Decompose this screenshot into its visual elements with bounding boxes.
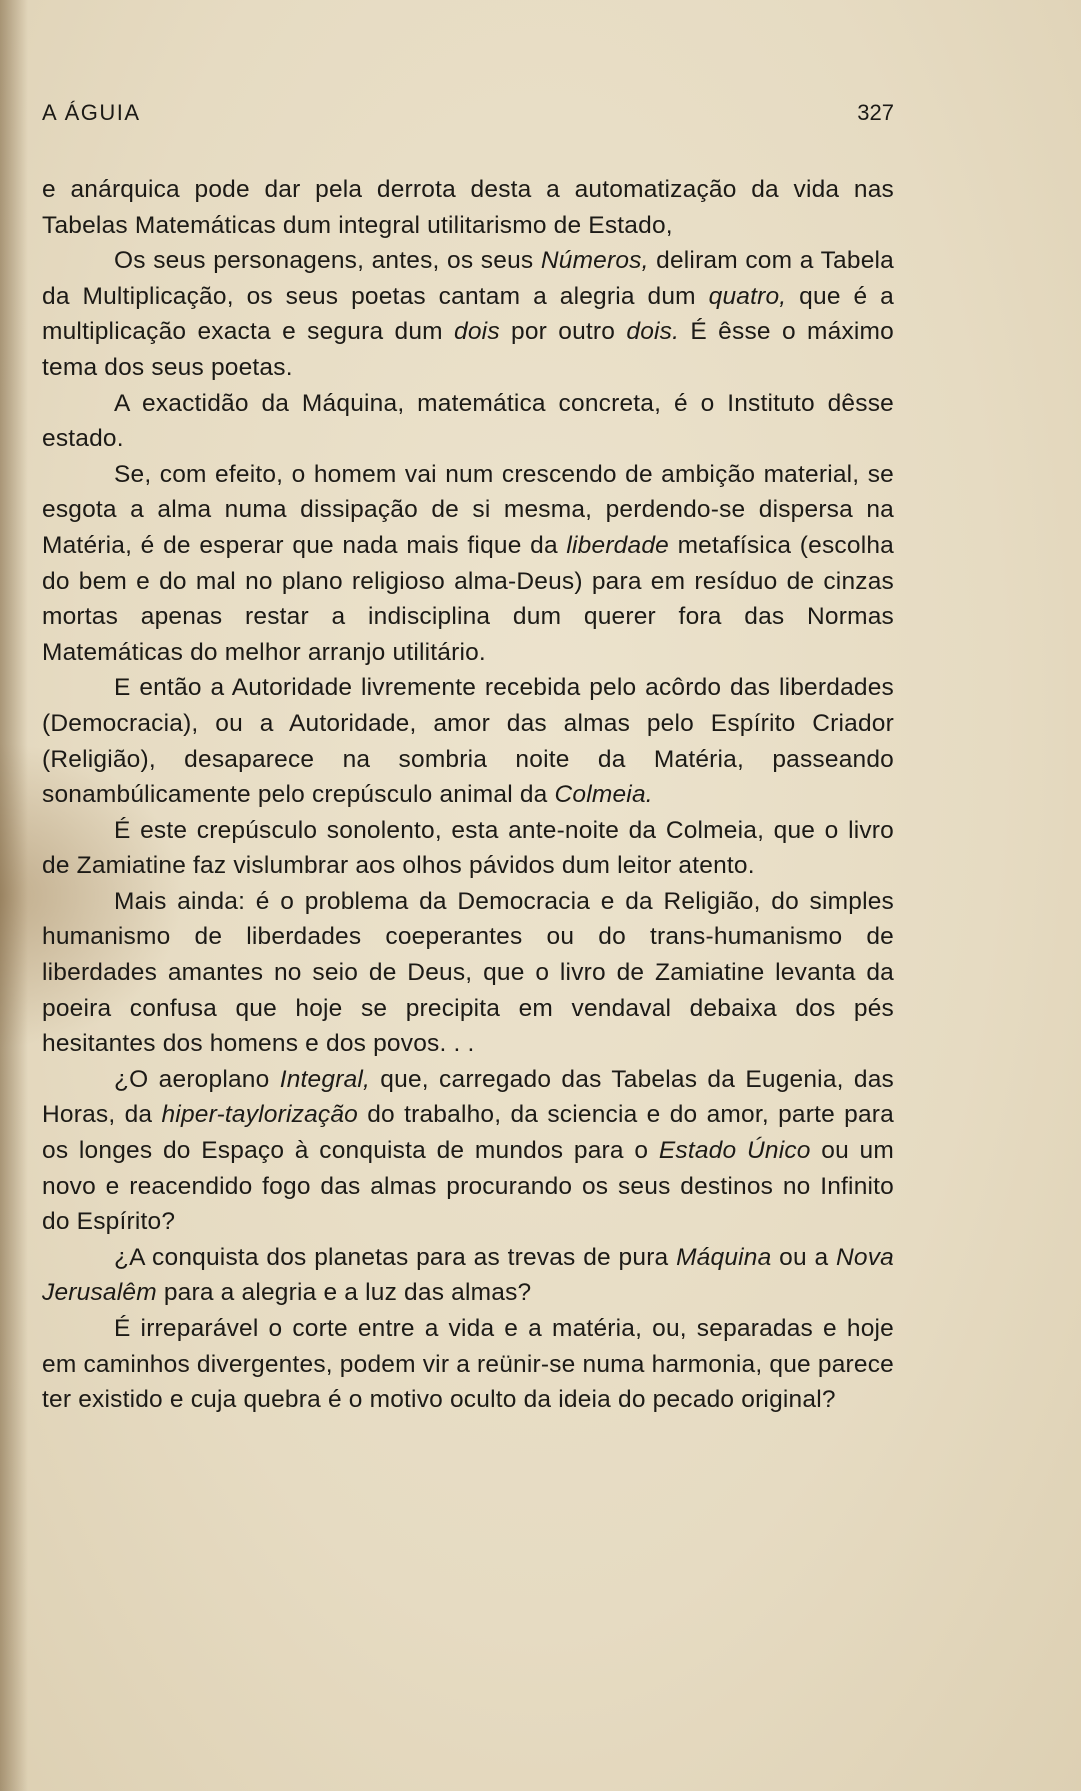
- text-run: A exactidão da Máquina, matemática concreta, é o Instituto dêsse estado.: [42, 389, 894, 453]
- text-run: ou a: [771, 1243, 836, 1271]
- paragraph-5: [42, 670, 894, 812]
- paragraph-8: [42, 1062, 894, 1240]
- text-run: Se, com efeito, o homem vai num crescendo de ambição material, se esgota a alma numa dissipação de si mesma, perdendo-se dispersa na Matéria, é de esperar que nada mais fique da: [42, 460, 894, 559]
- text-run: para a alegria e a luz das almas?: [156, 1279, 532, 1307]
- text-run: ou um novo e reacendido fogo das almas procurando os seus destinos no Infinito do Espírito?: [42, 1137, 894, 1236]
- text-run: ¿A conquista dos planetas para as trevas de pura: [114, 1243, 677, 1271]
- italic-run: Números,: [540, 247, 649, 275]
- italic-run: Colmeia.: [554, 781, 653, 809]
- italic-run: Nova Jerusalêm: [42, 1243, 894, 1307]
- italic-run: hiper-taylorização: [161, 1101, 358, 1129]
- paragraph-10: [42, 1311, 894, 1418]
- text-run: Mais ainda: é o problema da Democracia e da Religião, do simples humanismo de liberdades coeperantes ou do trans-humanismo de liberdades amantes no seio de Deus, que o livro de Zamiatine levanta da poeira confusa que hoje se precipita em vendaval debaixa dos pés hesitantes dos homens e dos povos. . .: [42, 887, 894, 1058]
- text-run: ¿O aeroplano: [114, 1065, 280, 1093]
- text-run: E então a Autoridade livremente recebida pelo acôrdo das liberdades (Democracia), ou a Autoridade, amor das almas pelo Espírito Criador (Religião), desaparece na sombria noite da Matéria, passeando sonambúlicamente pelo crepúsculo animal da: [42, 674, 894, 809]
- text-run: É este crepúsculo sonolento, esta ante-noite da Colmeia, que o livro de Zamiatine faz vislumbrar aos olhos pávidos dum leitor atento.: [42, 816, 894, 880]
- text-run: deliram com a Tabela da Multiplicação, os seus poetas cantam a alegria dum: [42, 247, 894, 310]
- running-head: [42, 100, 894, 134]
- text-run: que é a multiplicação exacta e segura dum: [42, 282, 894, 346]
- paragraph-3: [42, 386, 894, 457]
- body-text: [42, 172, 894, 1418]
- text-run: que, carregado das Tabelas da Eugenia, das Horas, da: [42, 1065, 895, 1129]
- paragraph-7: [42, 884, 894, 1062]
- paragraph-4: [42, 457, 894, 671]
- paragraph-6: [42, 813, 894, 884]
- page-number: 327: [857, 100, 894, 125]
- text-run: por outro: [499, 318, 627, 346]
- text-run: do trabalho, da sciencia e do amor, parte para os longes do Espaço à conquista de mundos para o: [42, 1101, 894, 1165]
- text-run: É irreparável o corte entre a vida e a matéria, ou, separadas e hoje em caminhos divergentes, podem vir a reünir-se numa harmonia, que parece ter existido e cuja quebra é o motivo oculto da ideia do pecado original?: [42, 1315, 894, 1414]
- italic-run: Estado Único: [658, 1137, 811, 1165]
- italic-run: Máquina: [676, 1243, 772, 1271]
- italic-run: Integral,: [279, 1065, 371, 1093]
- text-run: Os seus personagens, antes, os seus: [114, 247, 541, 275]
- text-run: É êsse o máximo tema dos seus poetas.: [42, 318, 894, 381]
- italic-run: dois: [454, 318, 500, 346]
- journal-title: A ÁGUIA: [42, 100, 141, 125]
- italic-run: quatro,: [708, 282, 787, 310]
- italic-run: liberdade: [566, 531, 669, 559]
- paragraph-9: [42, 1240, 894, 1311]
- italic-run: dois.: [626, 318, 680, 346]
- text-run: metafísica (escolha do bem e do mal no plano religioso alma-Deus) para em resíduo de cinzas mortas apenas restar a indisciplina dum querer fora das Normas Matemáticas do melhor arranjo utilitário.: [42, 531, 895, 666]
- text-run: e anárquica pode dar pela derrota desta a automatização da vida nas Tabelas Matemáticas dum integral utilitarismo de Estado,: [42, 176, 894, 239]
- paragraph-1: [42, 172, 894, 243]
- paragraph-2: [42, 243, 894, 385]
